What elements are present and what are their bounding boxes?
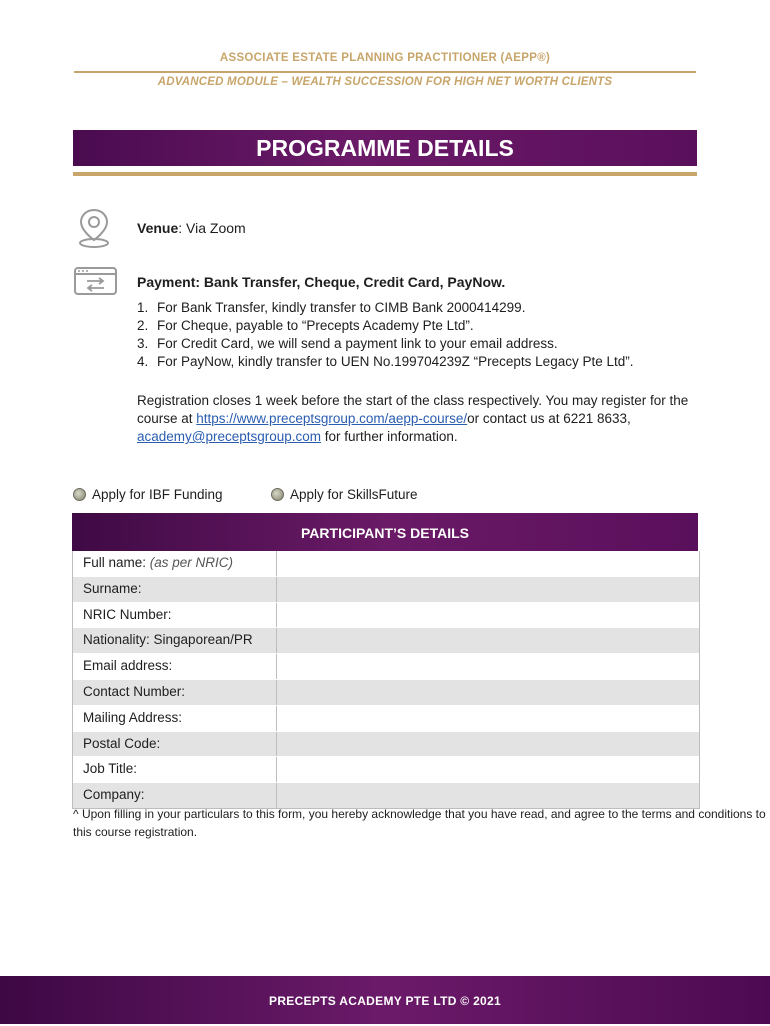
table-row — [73, 628, 699, 654]
contact-label: Contact Number: — [73, 680, 277, 705]
header-subtitle: ADVANCED MODULE – WEALTH SUCCESSION FOR HIGH NET WORTH CLIENTS — [157, 76, 613, 88]
acknowledgement-note: ^ Upon filling in your particulars to this form, you hereby acknowledge that you have read, and agree to the terms and conditions to this course registration. — [73, 807, 766, 839]
skillsfuture-label: Apply for SkillsFuture — [290, 487, 418, 502]
email-label: Email address: — [73, 654, 277, 679]
job-title-label: Job Title: — [73, 757, 277, 782]
postal-code-label: Postal Code: — [73, 732, 277, 757]
surname-field[interactable] — [277, 577, 699, 602]
participant-details-table — [72, 551, 700, 809]
skillsfuture-option[interactable] — [271, 487, 418, 502]
registration-note: Registration closes 1 week before the start of the class respectively. You may register for the course at https://www.preceptsgroup.com/aepp-course/or contact us at 6221 8633, academy@preceptsgroup.com for further information. — [137, 393, 689, 444]
table-row — [73, 757, 699, 783]
job-title-field[interactable] — [277, 757, 699, 782]
ibf-funding-radio[interactable] — [73, 488, 86, 501]
list-item: 3. For Credit Card, we will send a payment link to your email address. — [137, 336, 558, 351]
table-row — [73, 603, 699, 629]
fullname-label: Full name: (as per NRIC) — [73, 551, 277, 576]
table-row — [73, 706, 699, 732]
nationality-field[interactable] — [277, 628, 699, 653]
table-row — [73, 732, 699, 758]
postal-code-field[interactable] — [277, 732, 699, 757]
ibf-funding-label: Apply for IBF Funding — [92, 487, 223, 502]
surname-label: Surname: — [73, 577, 277, 602]
payment-transfer-icon — [73, 266, 118, 296]
programme-details-banner: PROGRAMME DETAILS — [73, 130, 697, 166]
payment-heading: Payment: Bank Transfer, Cheque, Credit Card, PayNow. — [137, 274, 506, 290]
list-item: 2. For Cheque, payable to “Precepts Academy Pte Ltd”. — [137, 318, 474, 333]
header-divider — [74, 71, 696, 73]
email-field[interactable] — [277, 654, 699, 679]
contact-field[interactable] — [277, 680, 699, 705]
table-row — [73, 654, 699, 680]
company-label: Company: — [73, 783, 277, 808]
table-row — [73, 680, 699, 706]
skillsfuture-radio[interactable] — [271, 488, 284, 501]
mailing-address-label: Mailing Address: — [73, 706, 277, 731]
footer-copyright: PRECEPTS ACADEMY PTE LTD © 2021 — [0, 976, 770, 1024]
venue-value: : Via Zoom — [178, 220, 246, 236]
table-row — [73, 551, 699, 577]
ibf-funding-option[interactable] — [73, 487, 223, 502]
venue-label: Venue — [137, 220, 179, 236]
list-item: 1. For Bank Transfer, kindly transfer to CIMB Bank 2000414299. — [137, 300, 526, 315]
banner-divider — [73, 172, 697, 176]
nric-label: NRIC Number: — [73, 603, 277, 628]
nationality-label: Nationality: Singaporean/PR — [73, 628, 277, 653]
location-pin-icon — [76, 207, 112, 249]
nric-field[interactable] — [277, 603, 699, 628]
email-link[interactable]: academy@preceptsgroup.com — [137, 429, 322, 444]
mailing-address-field[interactable] — [277, 706, 699, 731]
payment-method-list — [137, 299, 633, 371]
header-title: ASSOCIATE ESTATE PLANNING PRACTITIONER (AEPP®) — [219, 52, 551, 64]
table-row — [73, 577, 699, 603]
course-link[interactable]: https://www.preceptsgroup.com/aepp-course/ — [196, 411, 468, 426]
participant-details-heading: PARTICIPANT’S DETAILS — [72, 513, 698, 551]
fullname-field[interactable] — [277, 551, 699, 576]
list-item: 4. For PayNow, kindly transfer to UEN No.199704239Z “Precepts Legacy Pte Ltd”. — [137, 354, 634, 369]
venue-line — [137, 220, 246, 236]
